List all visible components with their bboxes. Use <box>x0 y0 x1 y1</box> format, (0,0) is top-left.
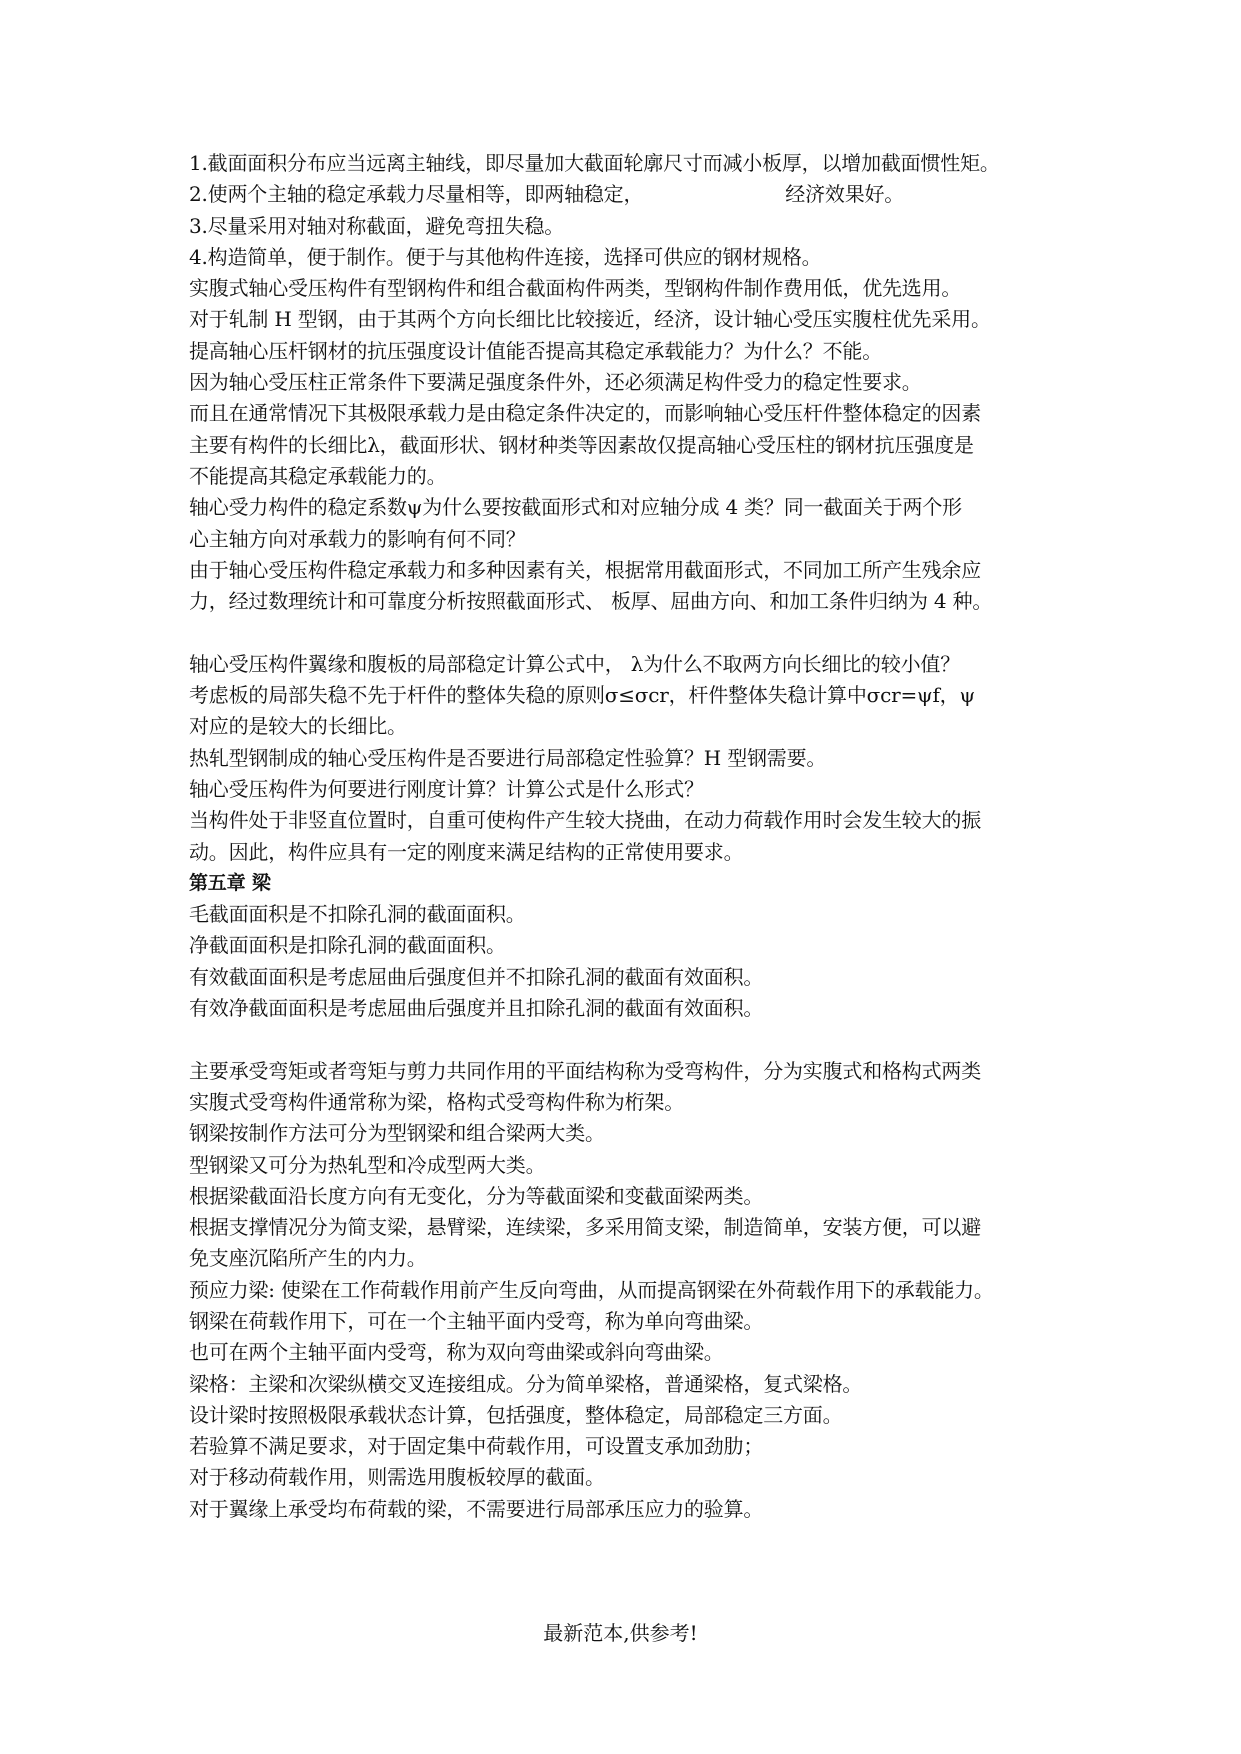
text-line: 对应的是较大的长细比。 <box>189 714 407 739</box>
text-line: 根据支撑情况分为简支梁，悬臂梁，连续梁，多采用简支梁，制造简单，安装方便，可以避 <box>189 1215 981 1240</box>
text-line: 3.尽量采用对轴对称截面，避免弯扭失稳。 <box>189 213 565 238</box>
text-line: 而且在通常情况下其极限承载力是由稳定条件决定的，而影响轴心受压杆件整体稳定的因素 <box>189 401 981 426</box>
text-line: 当构件处于非竖直位置时，自重可使构件产生较大挠曲，在动力荷载作用时会发生较大的振 <box>189 808 981 833</box>
chapter-heading: 第五章 梁 <box>189 871 271 894</box>
document-body <box>189 148 1069 1525</box>
text-segment: 2.使两个主轴的稳定承载力尽量相等，即两轴稳定， <box>189 182 644 207</box>
page-footer: 最新范本,供参考! <box>543 1621 698 1645</box>
text-line: 对于轧制 H 型钢，由于其两个方向长细比比较接近，经济，设计轴心受压实腹柱优先采用。 <box>189 307 991 332</box>
text-line: 主要有构件的长细比λ，截面形状、钢材种类等因素故仅提高轴心受压柱的钢材抗压强度是 <box>189 432 974 457</box>
text-line: 预应力梁: 使梁在工作荷载作用前产生反向弯曲，从而提高钢梁在外荷载作用下的承载能力。 <box>189 1277 994 1302</box>
text-line: 若验算不满足要求，对于固定集中荷载作用，可设置支承加劲肋； <box>189 1434 764 1459</box>
text-line: 不能提高其稳定承载能力的。 <box>189 463 447 488</box>
text-line: 实腹式轴心受压构件有型钢构件和组合截面构件两类，型钢构件制作费用低，优先选用。 <box>189 276 962 301</box>
text-line: 主要承受弯矩或者弯矩与剪力共同作用的平面结构称为受弯构件，分为实腹式和格构式两类 <box>189 1058 981 1083</box>
text-line: 净截面面积是扣除孔洞的截面面积。 <box>189 933 506 958</box>
text-line: 也可在两个主轴平面内受弯，称为双向弯曲梁或斜向弯曲梁。 <box>189 1340 724 1365</box>
text-line: 梁格：主梁和次梁纵横交叉连接组成。分为简单梁格，普通梁格，复式梁格。 <box>189 1371 863 1396</box>
text-line: 有效截面面积是考虑屈曲后强度但并不扣除孔洞的截面有效面积。 <box>189 964 764 989</box>
text-line: 轴心受压构件翼缘和腹板的局部稳定计算公式中， λ为什么不取两方向长细比的较小值？ <box>189 651 961 676</box>
text-line: 毛截面面积是不扣除孔洞的截面面积。 <box>189 902 526 927</box>
text-line: 轴心受力构件的稳定系数ψ为什么要按截面形式和对应轴分成 4 类？同一截面关于两个形 <box>189 495 962 520</box>
text-line: 型钢梁又可分为热轧型和冷成型两大类。 <box>189 1152 546 1177</box>
text-line: 对于移动荷载作用，则需选用腹板较厚的截面。 <box>189 1465 605 1490</box>
text-segment: 经济效果好。 <box>785 182 905 207</box>
text-line: 有效净截面面积是考虑屈曲后强度并且扣除孔洞的截面有效面积。 <box>189 996 764 1021</box>
text-line: 轴心受压构件为何要进行刚度计算？计算公式是什么形式？ <box>189 776 704 801</box>
text-line: 免支座沉陷所产生的内力。 <box>189 1246 427 1271</box>
text-line: 实腹式受弯构件通常称为梁，格构式受弯构件称为桁架。 <box>189 1089 684 1114</box>
text-line: 设计梁时按照极限承载状态计算，包括强度，整体稳定，局部稳定三方面。 <box>189 1402 843 1427</box>
text-line: 热轧型钢制成的轴心受压构件是否要进行局部稳定性验算？H 型钢需要。 <box>189 745 827 770</box>
text-line: 动。因此，构件应具有一定的刚度来满足结构的正常使用要求。 <box>189 839 744 864</box>
text-line: 1.截面面积分布应当远离主轴线，即尽量加大截面轮廓尺寸而减小板厚，以增加截面惯性矩。 <box>189 151 1000 175</box>
text-line: 钢梁按制作方法可分为型钢梁和组合梁两大类。 <box>189 1121 605 1146</box>
text-line: 提高轴心压杆钢材的抗压强度设计值能否提高其稳定承载能力？为什么？不能。 <box>189 338 882 363</box>
text-line: 因为轴心受压柱正常条件下要满足强度条件外，还必须满足构件受力的稳定性要求。 <box>189 370 922 395</box>
text-line: 力，经过数理统计和可靠度分析按照截面形式、 板厚、屈曲方向、和加工条件归纳为 4 种。 <box>189 589 993 614</box>
text-line: 4.构造简单，便于制作。便于与其他构件连接，选择可供应的钢材规格。 <box>189 244 822 269</box>
text-line: 钢梁在荷载作用下，可在一个主轴平面内受弯，称为单向弯曲梁。 <box>189 1308 764 1333</box>
paragraph-gap <box>189 1024 1069 1055</box>
text-line: 根据梁截面沿长度方向有无变化，分为等截面梁和变截面梁两类。 <box>189 1183 764 1208</box>
text-line: 心主轴方向对承载力的影响有何不同？ <box>189 526 526 551</box>
text-line: 考虑板的局部失稳不先于杆件的整体失稳的原则σ≤σcr，杆件整体失稳计算中σcr=ψf，ψ <box>189 683 975 708</box>
text-line: 由于轴心受压构件稳定承载力和多种因素有关，根据常用截面形式，不同加工所产生残余应 <box>189 557 981 582</box>
paragraph-gap <box>189 617 1069 648</box>
text-line: 对于翼缘上承受均布荷载的梁，不需要进行局部承压应力的验算。 <box>189 1496 764 1521</box>
text-line <box>189 179 1069 210</box>
